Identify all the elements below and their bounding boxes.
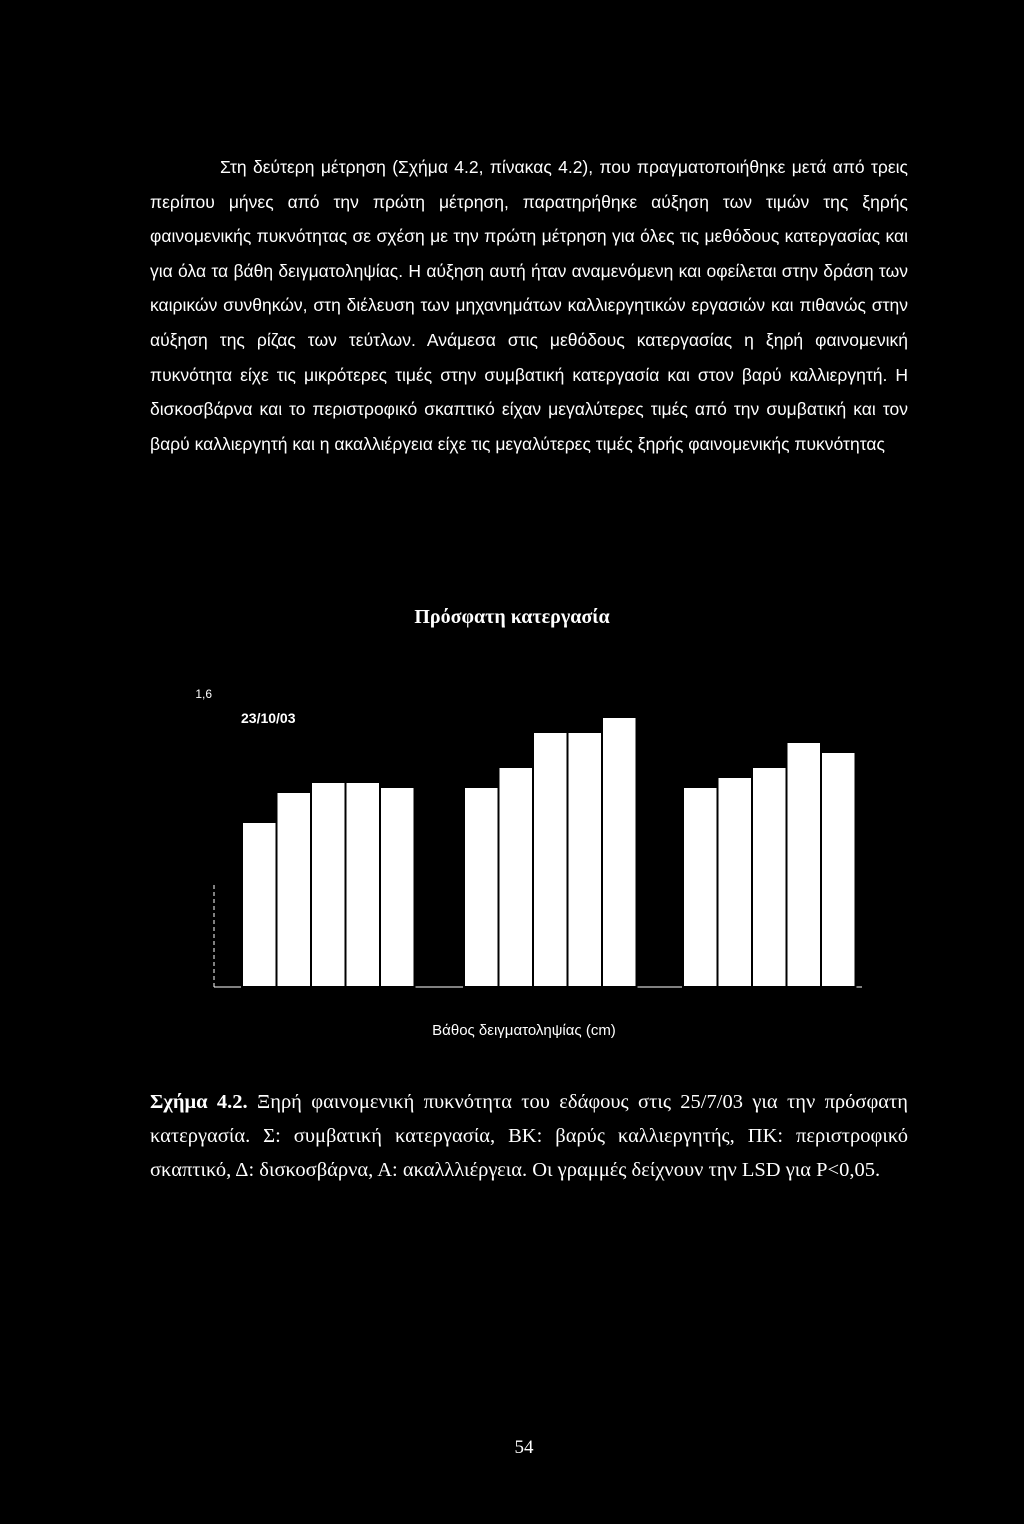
bar: [752, 767, 787, 987]
bar: [346, 782, 381, 987]
caption-text: Ξηρή φαινομενική πυκνότητα του εδάφους στις 25/7/03 για την πρόσφατη κατεργασία. Σ: συμβατική κατεργασία, ΒΚ: βαρύς καλλιεργητής, ΠΚ: περιστροφικό σκαπτικό, Δ: δισκοσβάρνα, Α: ακαλλλιέργεια. Οι γραμμές δείχνουν την LSD για P<0,05.: [150, 1091, 908, 1181]
bar-chart: [0, 660, 1024, 1010]
y-tick-label: 1,6: [195, 687, 212, 701]
bar: [718, 777, 753, 987]
bar: [277, 792, 312, 987]
x-axis-label: Βάθος δειγματοληψίας (cm): [432, 1022, 616, 1039]
bar: [311, 782, 346, 987]
bar: [380, 787, 415, 987]
bar: [533, 732, 568, 987]
bars-group: [242, 717, 856, 987]
page-number: 54: [514, 1437, 534, 1458]
bar: [821, 752, 856, 987]
caption-label: Σχήμα 4.2.: [150, 1091, 248, 1113]
bar: [242, 822, 277, 987]
bar: [499, 767, 534, 987]
chart-title: Πρόσφατη κατεργασία: [414, 606, 610, 628]
bar: [602, 717, 637, 987]
bar: [568, 732, 603, 987]
bar: [683, 787, 718, 987]
chart-date-label: 23/10/03: [241, 710, 296, 726]
figure-caption: [150, 1085, 908, 1187]
bar: [464, 787, 499, 987]
bar: [787, 742, 822, 987]
body-paragraph: Στη δεύτερη μέτρηση (Σχήμα 4.2, πίνακας 4.2), που πραγματοποιήθηκε μετά από τρεις περίπου μήνες από την πρώτη μέτρηση, παρατηρήθηκε αύξηση των τιμών της ξηρής φαινομενικής πυκνότητας σε σχέση με την πρώτη μέτρηση για όλες τις μεθόδους κατεργασίας και για όλα τα βάθη δειγματοληψίας. Η αύξηση αυτή ήταν αναμενόμενη και οφείλεται στην δράση των καιρικών συνθηκών, στη διέλευση των μηχανημάτων καλλιεργητικών εργασιών και πιθανώς στην αύξηση της ρίζας των τεύτλων. Ανάμεσα στις μεθόδους κατεργασίας η ξηρή φαινομενική πυκνότητα είχε τις μικρότερες τιμές στην συμβατική κατεργασία και στον βαρύ καλλιεργητή. Η δισκοσβάρνα και το περιστροφικό σκαπτικό είχαν μεγαλύτερες τιμές από την συμβατική και τον βαρύ καλλιεργητή και η ακαλλιέργεια είχε τις μεγαλύτερες τιμές ξηρής φαινομενικής πυκνότητας: [150, 157, 908, 454]
